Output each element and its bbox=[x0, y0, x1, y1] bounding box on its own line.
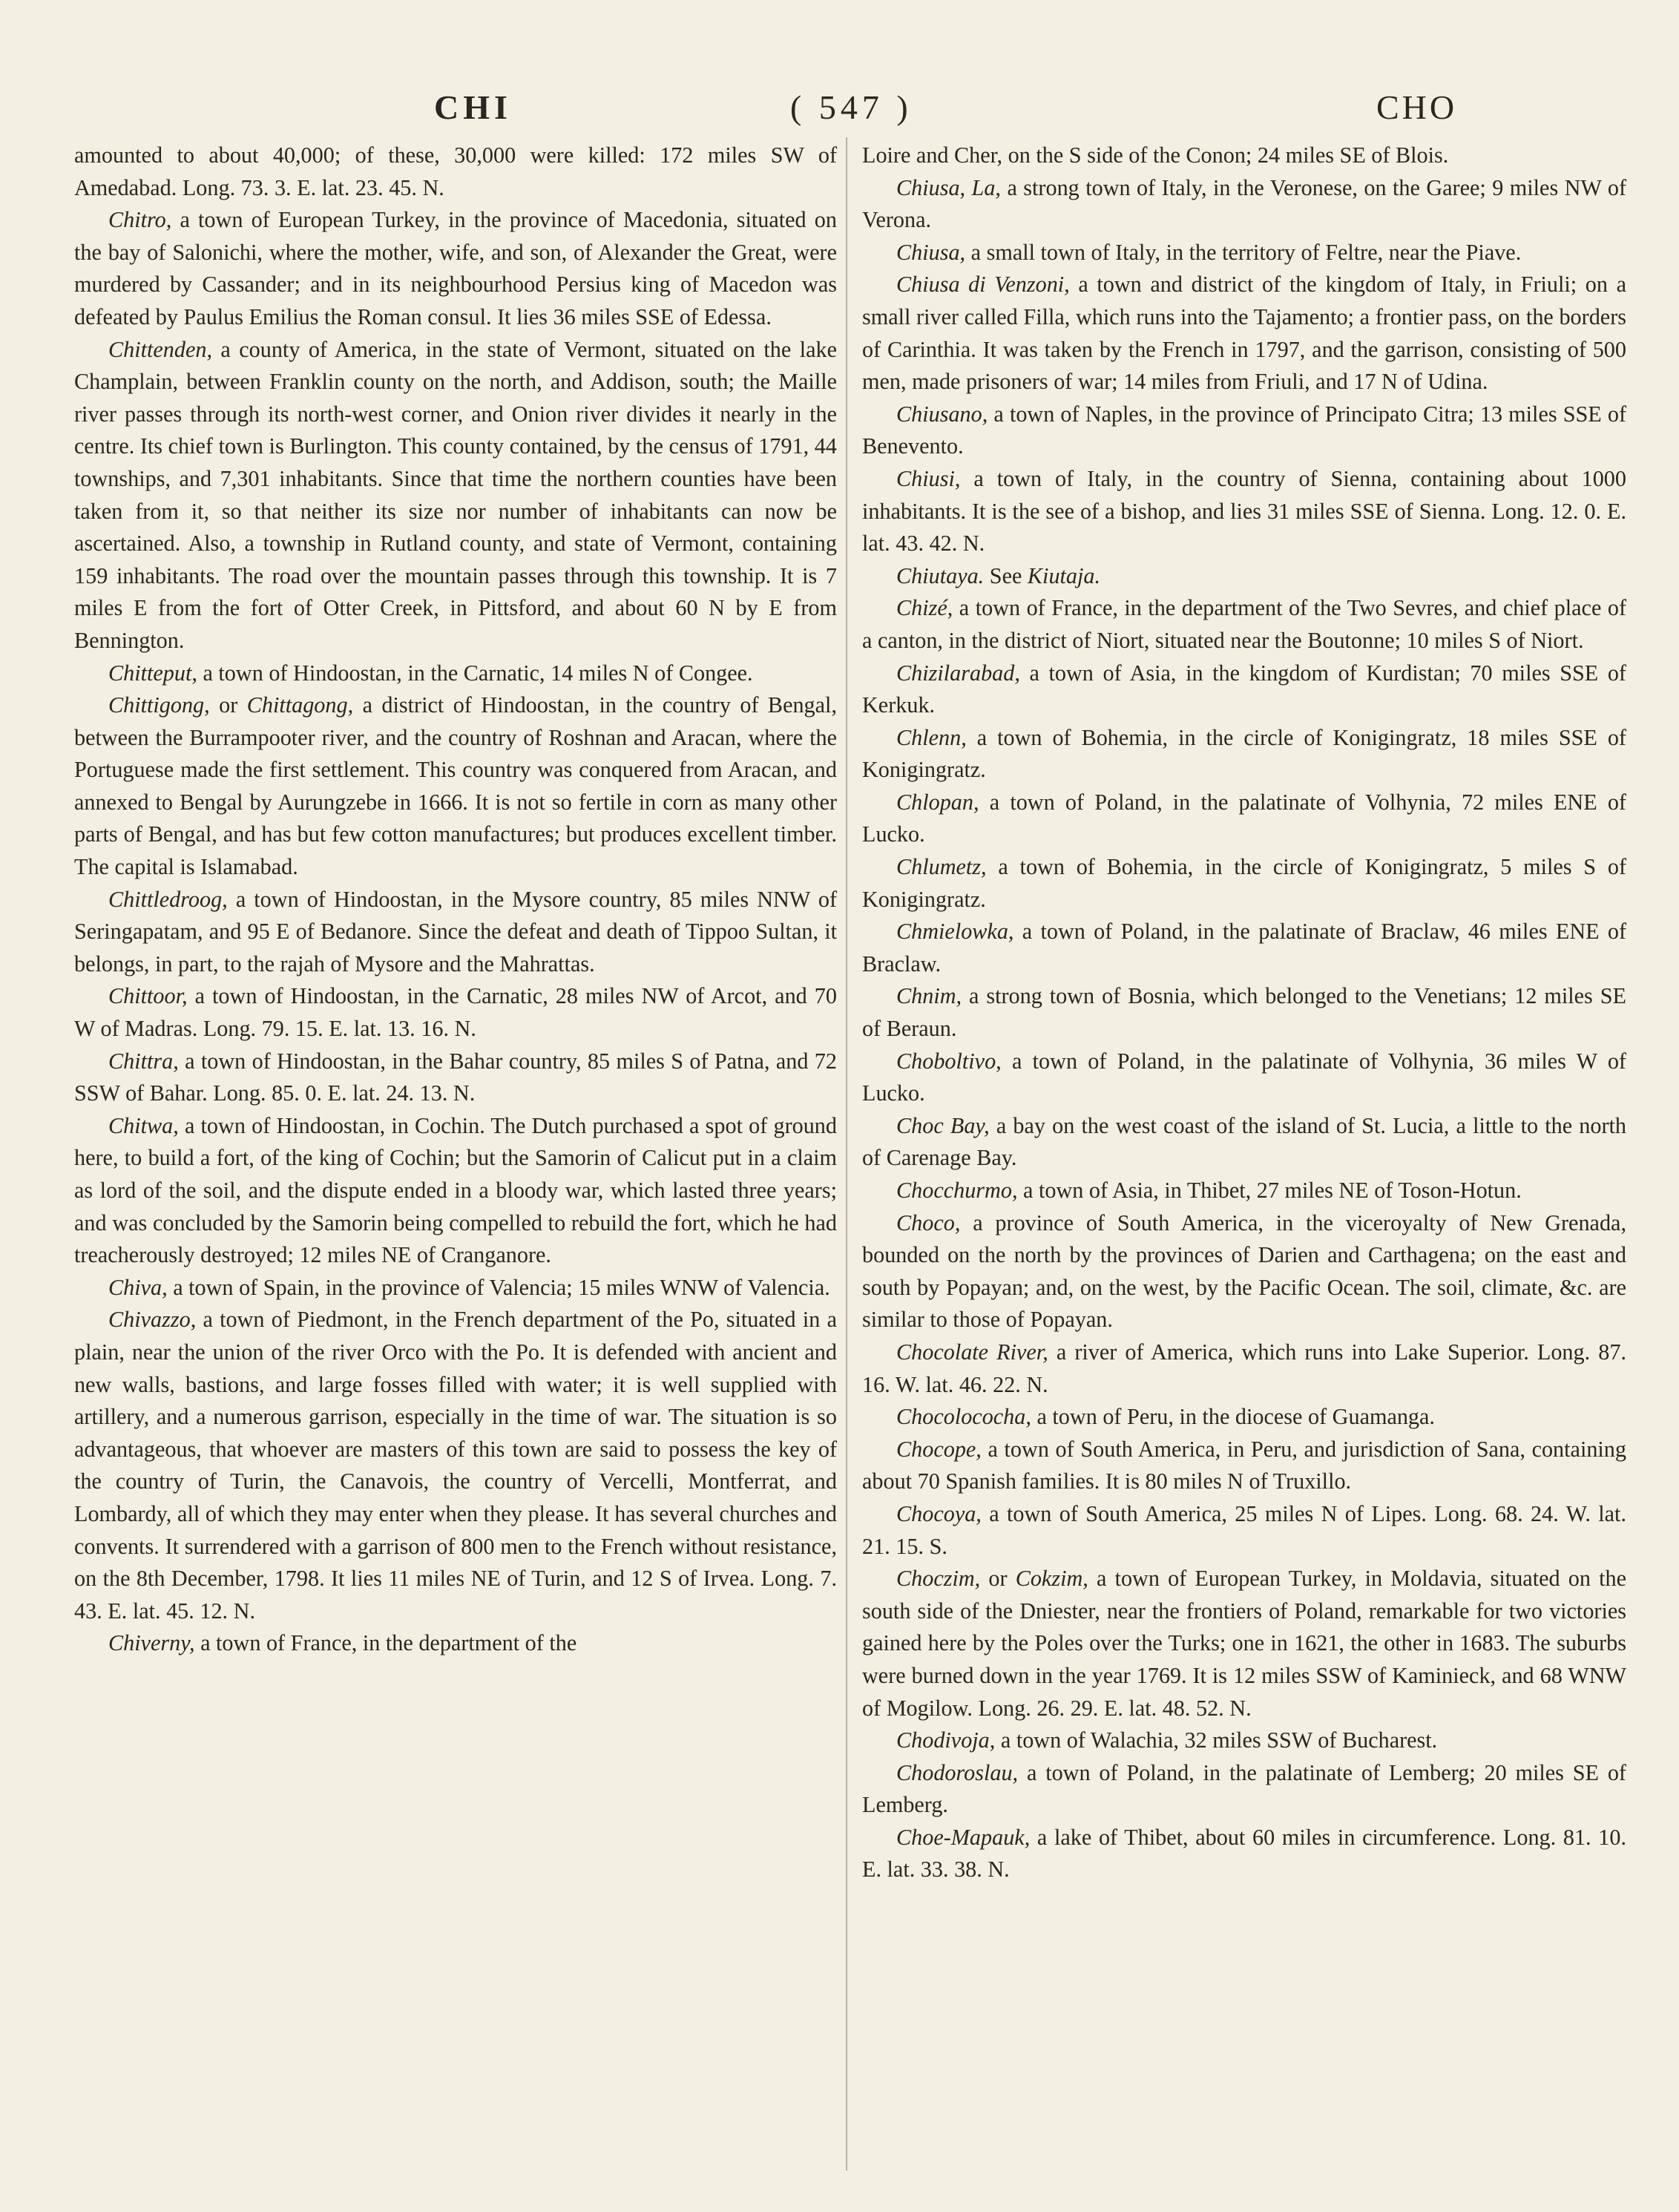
entry-text: a town of Spain, in the province of Valencia; 15 miles WNW of Valencia. bbox=[167, 1274, 830, 1300]
entry-text: a town of European Turkey, in the province of Macedonia, situated on the bay of Salonichi, where the mother, wife, and son, of Alexander the Great, were murdered by Cassander; and in its neighbourhood Persius king of Macedon was defeated by Paulus Emilius the Roman consul. It lies 36 miles SSE of Edessa. bbox=[74, 207, 837, 329]
entry bbox=[862, 1336, 1626, 1401]
entry-text: a town of Bohemia, in the circle of Konigingratz, 18 miles SSE of Konigingratz. bbox=[862, 724, 1626, 783]
entry-headword: Chocolococha, bbox=[896, 1404, 1031, 1430]
entry-headword: Chitro, bbox=[108, 207, 172, 233]
entry-text: a town of Piedmont, in the French department of the Po, situated in a plain, near the union of the river Orco with the Po. It is defended with ancient and new walls, bastions, and large fosses filled with water; it is well supplied with artillery, and a numerous garrison, especially in the time of war. The situation is so advantageous, that whoever are masters of this town are said to possess the key of the country of Turin, the Canavois, the country of Vercelli, Montferrat, and Lombardy, all of which they may enter when they please. It has several churches and convents. It surrendered with a garrison of 800 men to the French without resistance, on the 8th December, 1798. It lies 11 miles NE of Turin, and 12 S of Irvea. Long. 7. 43. E. lat. 45. 12. N. bbox=[74, 1307, 837, 1624]
entry-text: amounted to about 40,000; of these, 30,000 were killed: 172 miles SW of Amedabad. Long. 73. 3. E. lat. 23. 45. N. bbox=[74, 142, 837, 200]
entry-headword: Chittledroog, bbox=[108, 886, 228, 912]
entry bbox=[862, 851, 1626, 916]
entry bbox=[862, 1046, 1626, 1110]
entry-text: a town of Hindoostan, in the Mysore country, 85 miles NNW of Seringapatam, and 95 E of Bedanore. Since the defeat and death of Tippoo Sultan, it belongs, in part, to the rajah of Mysore and the Mahrattas. bbox=[74, 886, 837, 977]
entry-headword: Chiusa, bbox=[896, 239, 966, 265]
entry bbox=[862, 722, 1626, 787]
entry bbox=[74, 1627, 837, 1660]
right-column bbox=[862, 140, 1626, 1886]
left-column bbox=[74, 140, 837, 1660]
entry bbox=[74, 884, 837, 981]
entry bbox=[862, 1110, 1626, 1175]
entry-text: a town of Poland, in the palatinate of Lemberg; 20 miles SE of Lemberg. bbox=[862, 1759, 1626, 1818]
entry bbox=[74, 1304, 837, 1627]
entry-text: or bbox=[209, 692, 247, 718]
entry-text: a strong town of Italy, in the Veronese, on the Garee; 9 miles NW of Verona. bbox=[862, 174, 1626, 233]
entry-headword: Chittigong, bbox=[108, 692, 210, 718]
entry-text: a district of Hindoostan, in the country of Bengal, between the Burrampooter river, and the country of Roshnan and Aracan, where the Portuguese made the first settlement. This country was conquered from Aracan, and annexed to Bengal by Aurungzebe in 1666. It is not so fertile in corn as many other parts of Bengal, and has but few cotton manufactures; but produces excellent timber. The capital is Islamabad. bbox=[74, 692, 837, 880]
entry-headword: Chittenden, bbox=[108, 336, 213, 362]
entry-text: a town of Walachia, 32 miles SSW of Bucharest. bbox=[995, 1727, 1438, 1753]
entry bbox=[74, 657, 837, 690]
entry bbox=[862, 1563, 1626, 1724]
entry-headword: Chocolate River, bbox=[896, 1339, 1048, 1365]
entry-text: a town of Poland, in the palatinate of Braclaw, 46 miles ENE of Braclaw. bbox=[862, 919, 1626, 977]
entry bbox=[862, 787, 1626, 851]
entry-text: a town of Peru, in the diocese of Guamanga. bbox=[1031, 1404, 1435, 1430]
entry-text: a town of France, in the department of the Two Sevres, and chief place of a canton, in the district of Niort, situated near the Boutonne; 10 miles S of Niort. bbox=[862, 595, 1626, 653]
entry-text: a strong town of Bosnia, which belonged to the Venetians; 12 miles SE of Beraun. bbox=[862, 983, 1626, 1042]
entry-headword: Choczim, bbox=[896, 1566, 981, 1592]
entry-text: a town of Hindoostan, in Cochin. The Dutch purchased a spot of ground here, to build a fort, of the king of Cochin; but the Samorin of Calicut put in a claim as lord of the soil, and the dispute ended in a bloody war, which lasted three years; and was concluded by the Samorin being compelled to rebuild the fort, which he had treacherously destroyed; 12 miles NE of Cranganore. bbox=[74, 1112, 837, 1268]
entry-text: a town of France, in the department of the bbox=[194, 1630, 577, 1656]
entry bbox=[862, 916, 1626, 980]
header-left-guide-word: CHI bbox=[434, 88, 512, 126]
entry-headword: Chizilarabad, bbox=[896, 660, 1020, 686]
entry bbox=[74, 1272, 837, 1304]
entry-text: a province of South America, in the viceroyalty of New Grenada, bounded on the north by the provinces of Darien and Carthagena; on the east and south by Popayan; and, on the west, by the Pacific Ocean. The soil, climate, &c. are similar to those of Popayan. bbox=[862, 1210, 1626, 1333]
entry-text: See bbox=[984, 562, 1028, 588]
entry bbox=[74, 204, 837, 333]
entry-headword: Chodivoja, bbox=[896, 1727, 996, 1753]
entry-text: a town of Bohemia, in the circle of Konigingratz, 5 miles S of Konigingratz. bbox=[862, 854, 1626, 912]
entry-text: a town of South America, in Peru, and jurisdiction of Sana, containing about 70 Spanish families. It is 80 miles N of Truxillo. bbox=[862, 1436, 1626, 1494]
entry-headword: Chocchurmo, bbox=[896, 1178, 1018, 1203]
entry-text: a town of Naples, in the province of Principato Citra; 13 miles SSE of Benevento. bbox=[862, 401, 1626, 459]
entry-headword: Choco, bbox=[896, 1210, 961, 1235]
entry bbox=[862, 980, 1626, 1045]
entry bbox=[862, 140, 1626, 172]
entry bbox=[74, 689, 837, 884]
entry-text: a town and district of the kingdom of Italy, in Friuli; on a small river called Filla, which runs into the Tajamento; a frontier pass, on the borders of Carinthia. It was taken by the French in 1797, and the garrison, consisting of 500 men, made prisoners of war; 14 miles from Friuli, and 17 N of Udina. bbox=[862, 272, 1626, 395]
entry-headword: Choc Bay, bbox=[896, 1112, 990, 1138]
entry-headword: Chlenn, bbox=[896, 724, 967, 750]
entry-headword: Choe-Mapauk, bbox=[896, 1824, 1031, 1850]
entry-text: a county of America, in the state of Vermont, situated on the lake Champlain, between Franklin county on the north, and Addison, south; the Maille river passes through its north-west corner, and Onion river divides it nearly in the centre. Its chief town is Burlington. This county contained, by the census of 1791, 44 townships, and 7,301 inhabitants. Since that time the northern counties have been taken from it, so that neither its size nor number of inhabitants can now be ascertained. Also, a township in Rutland county, and state of Vermont, containing 159 inhabitants. The road over the mountain passes through this township. It is 7 miles E from the fort of Otter Creek, in Pittsford, and about 60 N by E from Bennington. bbox=[74, 336, 837, 653]
entry bbox=[862, 1724, 1626, 1757]
entry-text: a town of Hindoostan, in the Carnatic, 14 miles N of Congee. bbox=[197, 660, 753, 686]
page-number: ( 547 ) bbox=[790, 88, 913, 126]
entry-headword: Chodoroslau, bbox=[896, 1759, 1019, 1785]
entry-text: a small town of Italy, in the territory of Feltre, near the Piave. bbox=[965, 239, 1522, 265]
entry-headword: Chitwa, bbox=[108, 1112, 179, 1138]
entry bbox=[862, 1822, 1626, 1886]
entry bbox=[862, 463, 1626, 560]
entry-text: a bay on the west coast of the island of St. Lucia, a little to the north of Carenage Bay. bbox=[862, 1112, 1626, 1171]
entry-text: a town of Poland, in the palatinate of Volhynia, 72 miles ENE of Lucko. bbox=[862, 789, 1626, 847]
entry bbox=[862, 237, 1626, 269]
entry bbox=[862, 1401, 1626, 1434]
entry-headword: Chittoor, bbox=[108, 983, 188, 1009]
entry-text: a river of America, which runs into Lake Superior. Long. 87. 16. W. lat. 46. 22. N. bbox=[862, 1339, 1626, 1397]
entry bbox=[862, 1434, 1626, 1498]
entry-headword: Chocope, bbox=[896, 1436, 982, 1462]
entry bbox=[862, 398, 1626, 463]
entry bbox=[74, 1110, 837, 1272]
entry-headword: Chocoya, bbox=[896, 1500, 982, 1526]
entry bbox=[862, 172, 1626, 237]
entry-headword: Chiva, bbox=[108, 1274, 168, 1300]
entry bbox=[862, 657, 1626, 722]
entry-headword: Chiusa di Venzoni, bbox=[896, 272, 1070, 298]
entry-headword: Chizé, bbox=[896, 595, 953, 621]
entry-text: a town of South America, 25 miles N of Lipes. Long. 68. 24. W. lat. 21. 15. S. bbox=[862, 1500, 1626, 1559]
entry bbox=[862, 1207, 1626, 1336]
entry-text: a town of Hindoostan, in the Carnatic, 28 miles NW of Arcot, and 70 W of Madras. Long. 79. 15. E. lat. 13. 16. N. bbox=[74, 983, 837, 1042]
entry bbox=[862, 1498, 1626, 1563]
entry bbox=[862, 560, 1626, 593]
entry-text: a town of Asia, in the kingdom of Kurdistan; 70 miles SSE of Kerkuk. bbox=[862, 660, 1626, 718]
entry-text: a lake of Thibet, about 60 miles in circumference. Long. 81. 10. E. lat. 33. 38. N. bbox=[862, 1824, 1626, 1883]
entry-headword: Chivazzo, bbox=[108, 1307, 197, 1333]
entry-headword: Cokzim, bbox=[1015, 1566, 1088, 1592]
entry-text: Loire and Cher, on the S side of the Conon; 24 miles SE of Blois. bbox=[862, 142, 1449, 168]
entry bbox=[74, 334, 837, 657]
entry-text: a town of Asia, in Thibet, 27 miles NE of Toson-Hotun. bbox=[1017, 1178, 1522, 1203]
entry-headword: Chlopan, bbox=[896, 789, 979, 815]
entry-text: a town of European Turkey, in Moldavia, situated on the south side of the Dniester, near the frontiers of Poland, remarkable for two victories gained here by the Poles over the Turks; one in 1621, the other in 1683. The suburbs were burned down in the year 1769. It is 12 miles SSW of Kaminieck, and 68 WNW of Mogilow. Long. 26. 29. E. lat. 48. 52. N. bbox=[862, 1566, 1626, 1721]
entry bbox=[862, 592, 1626, 657]
entry-headword: Choboltivo, bbox=[896, 1048, 1002, 1074]
entry-headword: Chitteput, bbox=[108, 660, 197, 686]
entry-text: a town of Italy, in the country of Sienna, containing about 1000 inhabitants. It is the see of a bishop, and lies 31 miles SSE of Sienna. Long. 12. 0. E. lat. 43. 42. N. bbox=[862, 465, 1626, 557]
entry-headword: Chnim, bbox=[896, 983, 962, 1009]
entry-headword: Chiusano, bbox=[896, 401, 988, 427]
entry-headword: Chiutaya. bbox=[896, 562, 985, 588]
entry bbox=[74, 980, 837, 1045]
entry-headword: Chittagong, bbox=[246, 692, 354, 718]
entry-headword: Chittra, bbox=[108, 1048, 179, 1074]
entry-headword: Chmielowka, bbox=[896, 919, 1014, 945]
entry-headword: Chiusa, La, bbox=[896, 174, 1001, 200]
entry-headword: Chiusi, bbox=[896, 465, 961, 491]
page-header bbox=[96, 88, 1605, 132]
entry-text: or bbox=[980, 1566, 1016, 1592]
entry bbox=[862, 1175, 1626, 1207]
entry bbox=[74, 1046, 837, 1110]
entry-headword: Chlumetz, bbox=[896, 854, 987, 880]
entry bbox=[74, 140, 837, 204]
column-divider bbox=[846, 137, 847, 2170]
entry bbox=[862, 269, 1626, 398]
entry-text: a town of Hindoostan, in the Bahar country, 85 miles S of Patna, and 72 SSW of Bahar. Long. 85. 0. E. lat. 24. 13. N. bbox=[74, 1048, 837, 1106]
entry-headword: Kiutaja. bbox=[1027, 562, 1101, 588]
entry-headword: Chiverny, bbox=[108, 1630, 195, 1656]
entry bbox=[862, 1757, 1626, 1822]
entry-text: a town of Poland, in the palatinate of Volhynia, 36 miles W of Lucko. bbox=[862, 1048, 1626, 1106]
header-right-guide-word: CHO bbox=[1376, 88, 1458, 126]
